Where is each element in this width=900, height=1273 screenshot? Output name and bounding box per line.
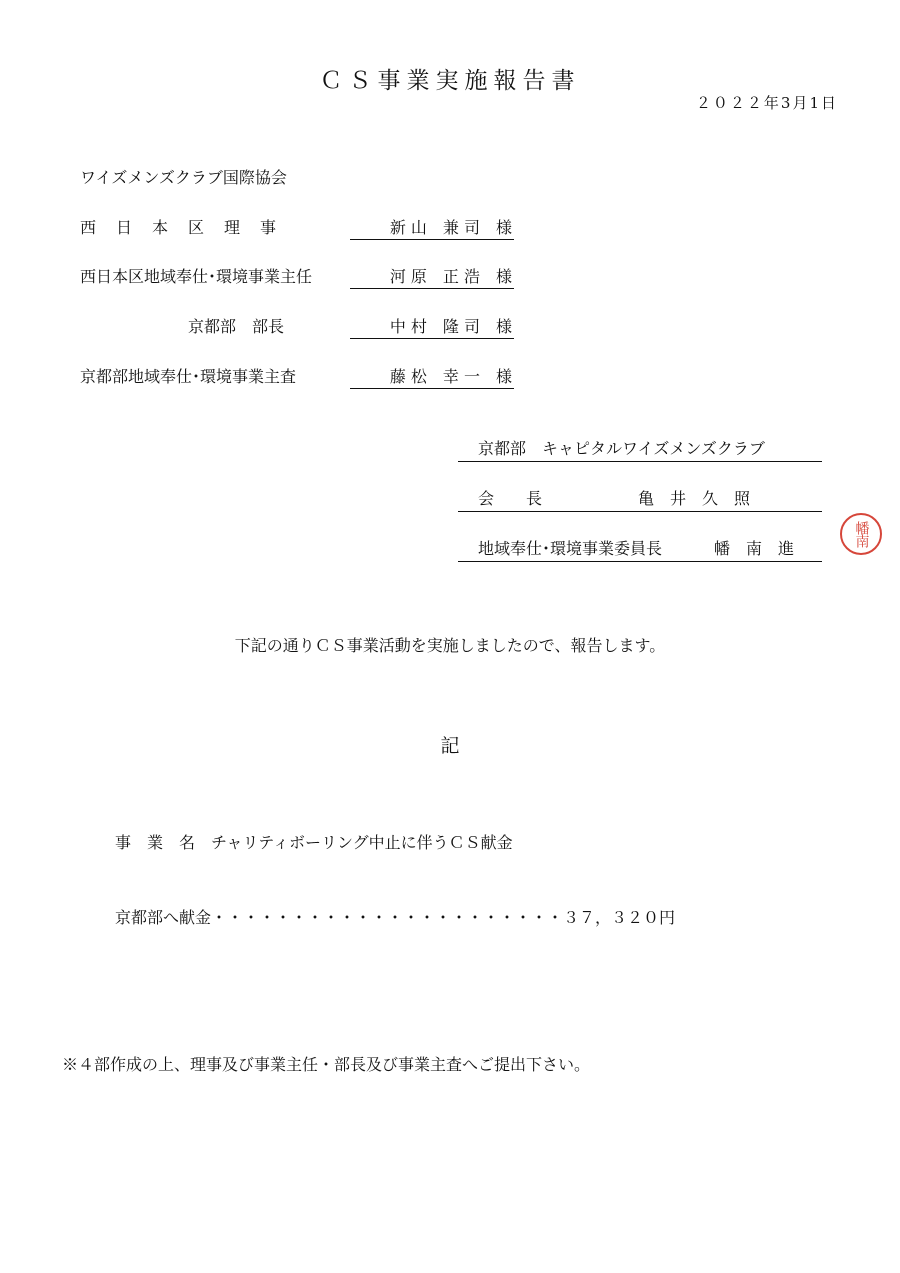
document-title: ＣＳ事業実施報告書: [319, 68, 581, 94]
recipient-organization: ワイズメンズクラブ国際協会: [80, 168, 287, 187]
project-value: チャリティボーリング中止に伴うＣＳ献金: [211, 833, 513, 852]
committee-title: 地域奉仕･環境事業委員長: [478, 539, 663, 558]
recipient-title-3: 京都部 部長: [188, 317, 285, 336]
document-date: ２０２２年3月1日: [695, 94, 838, 112]
committee-name: 幡 南 進: [714, 539, 795, 558]
recipient-title-4: 京都部地域奉仕･環境事業主査: [80, 367, 297, 386]
sender-president: [458, 486, 822, 512]
footer-note: ※４部作成の上、理事及び事業主任・部長及び事業主査へご提出下さい。: [62, 1055, 591, 1074]
recipient-name-3: 中 村 隆 司 様: [350, 314, 514, 339]
recipient-name-4: 藤 松 幸 一 様: [350, 364, 514, 389]
intro-text: 下記の通りＣＳ事業活動を実施しましたので、報告します。: [234, 636, 666, 655]
ki-heading: 記: [440, 735, 460, 757]
seal-stamp: 幡南: [840, 513, 882, 555]
recipient-name-1: 新 山 兼 司 様: [350, 215, 514, 240]
project-label: 事 業 名: [115, 833, 196, 852]
recipient-title-2: 西日本区地域奉仕･環境事業主任: [80, 267, 313, 286]
recipient-name-2: 河 原 正 浩 様: [350, 264, 514, 289]
president-title: 会 長: [478, 489, 543, 508]
recipient-title-1: 西 日 本 区 理 事: [80, 218, 279, 237]
sender-committee: [458, 536, 822, 562]
project-line: [115, 830, 513, 853]
sender-club: [458, 436, 822, 462]
donation-line: 京都部へ献金・・・・・・・・・・・・・・・・・・・・・・３７，３２０円: [115, 908, 676, 927]
sender-club-name: 京都部 キャピタルワイズメンズクラブ: [478, 439, 765, 458]
president-name: 亀 井 久 照: [638, 489, 751, 508]
